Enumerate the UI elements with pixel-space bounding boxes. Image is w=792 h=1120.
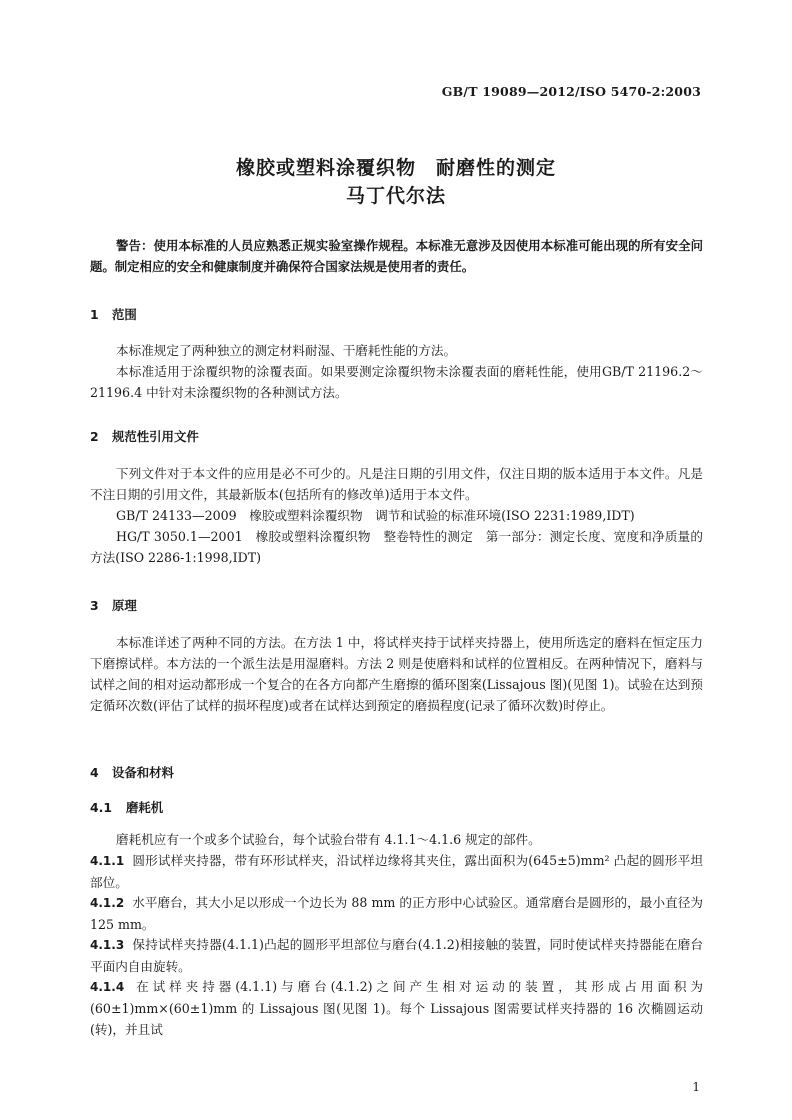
paragraph: 本标准详述了两种不同的方法。在方法 1 中，将试样夹持于试样夹持器上，使用所选定的磨料在恒定压力下磨擦试样。本方法的一个派生法是用湿磨料。方法 2 则是使磨料和试样的位置相反。在两种情况下，磨料与试样之间的相对运动都形成一个复合的在各方向都产生磨擦的循环图案(Lissajous 图)(见图 1)。试验在达到预定循环次数(评估了试样的损坏程度)或者在试样达到预定的磨损程度(记录了循环次数)时停止。 [90, 635, 703, 713]
section-title: 设备和材料 [112, 765, 174, 780]
clause-number: 4.1.2 [90, 896, 125, 910]
subsection-heading-4-1 [90, 798, 163, 816]
section-title: 规范性引用文件 [112, 429, 199, 444]
paragraph: 本标准规定了两种独立的测定材料耐湿、干磨耗性能的方法。 [116, 343, 457, 358]
subsection-title: 磨耗机 [125, 800, 164, 815]
page-number: 1 [692, 1080, 700, 1094]
section-3-body [90, 632, 703, 716]
paragraph: 磨耗机应有一个或多个试验台，每个试验台带有 4.1.1～4.1.6 规定的部件。 [116, 832, 541, 847]
section-number: 3 [90, 598, 99, 613]
section-heading-1 [90, 305, 137, 323]
clause-text: 水平磨台，其大小足以形成一个边长为 88 mm 的正方形中心试验区。通常磨台是圆形的，最小直径为 125 mm。 [90, 895, 703, 932]
section-heading-2 [90, 427, 199, 445]
section-title: 范围 [112, 307, 137, 322]
clause-4-1-1 [90, 850, 703, 893]
clause-4-1-2 [90, 892, 703, 935]
section-heading-4 [90, 763, 174, 781]
clause-number: 4.1.1 [90, 854, 125, 868]
section-number: 1 [90, 307, 99, 322]
section-number: 2 [90, 429, 99, 444]
clause-number: 4.1.4 [90, 980, 125, 994]
paragraph: 本标准适用于涂覆织物的涂覆表面。如果要测定涂覆织物未涂覆表面的磨耗性能，使用GB/T 21196.2～21196.4 中针对未涂覆织物的各种测试方法。 [90, 364, 703, 400]
section-4-intro [90, 829, 703, 850]
warning-paragraph: 警告：使用本标准的人员应熟悉正规实验室操作规程。本标准无意涉及因使用本标准可能出现的所有安全问题。制定相应的安全和健康制度并确保符合国家法规是使用者的责任。 [90, 238, 703, 274]
clause-text: 在试样夹持器(4.1.1)与磨台(4.1.2)之间产生相对运动的装置，其形成占用面积为(60±1)mm×(60±1)mm 的 Lissajous 图(见图 1)。每个 Lissajous 图需要试样夹持器的 16 次椭圆运动(转)，并且试 [90, 979, 703, 1037]
paragraph: 下列文件对于本文件的应用是必不可少的。凡是注日期的引用文件，仅注日期的版本适用于本文件。凡是不注日期的引用文件，其最新版本(包括所有的修改单)适用于本文件。 [90, 466, 703, 502]
clause-number: 4.1.3 [90, 938, 125, 952]
document-title: 橡胶或塑料涂覆织物 耐磨性的测定 [235, 157, 556, 179]
clause-4-1-3 [90, 934, 703, 977]
clause-text: 保持试样夹持器(4.1.1)凸起的圆形平坦部位与磨台(4.1.2)相接触的装置，同时使试样夹持器能在磨台平面内自由旋转。 [90, 937, 703, 974]
section-2-body [90, 463, 703, 568]
reference-entry: GB/T 24133—2009 橡胶或塑料涂覆织物 调节和试验的标准环境(ISO 2231:1989,IDT) [116, 508, 635, 523]
section-1-body [90, 340, 703, 403]
section-heading-3 [90, 596, 137, 614]
section-title: 原理 [112, 598, 137, 613]
standard-code: GB/T 19089—2012/ISO 5470-2:2003 [441, 84, 701, 99]
reference-entry: HG/T 3050.1—2001 橡胶或塑料涂覆织物 整卷特性的测定 第一部分：测定长度、宽度和净质量的方法(ISO 2286-1:1998,IDT) [90, 529, 703, 565]
document-subtitle: 马丁代尔法 [345, 185, 446, 207]
subsection-number: 4.1 [90, 800, 112, 815]
clause-text: 圆形试样夹持器，带有环形试样夹，沿试样边缘将其夹住，露出面积为(645±5)mm² 凸起的圆形平坦部位。 [90, 853, 703, 890]
section-number: 4 [90, 765, 99, 780]
clause-4-1-4 [90, 976, 703, 1040]
